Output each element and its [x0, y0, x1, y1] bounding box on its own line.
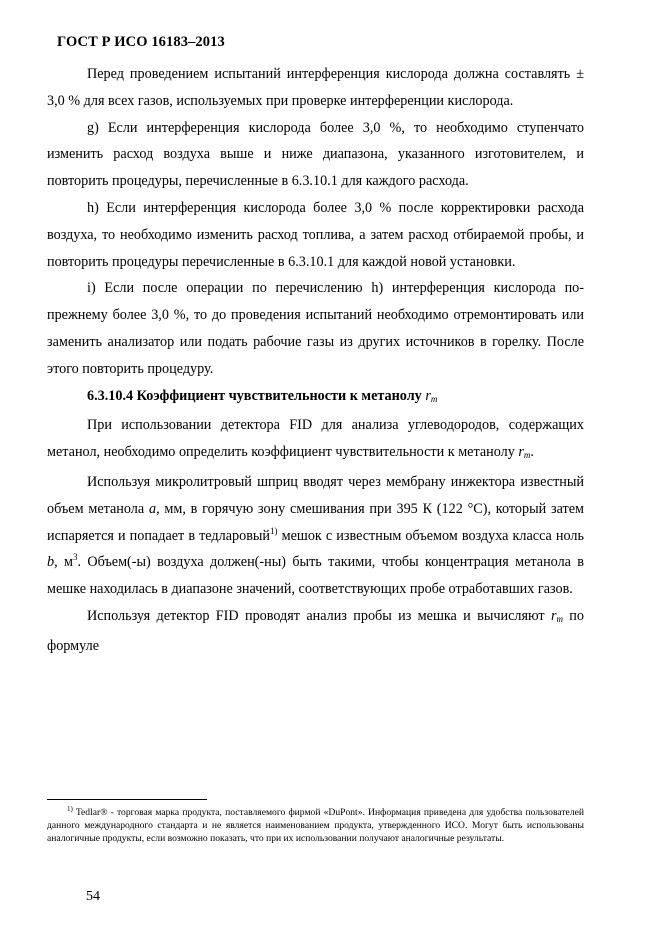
list-item-h: h) Если интерференция кислорода более 3,0 % после корректировки расхода воздуха, то необходимо изменить расход топлива, а затем расход отбираемой пробы, и повторить процедуры перечисленные в 6.3.10.1 для каждой новой установки.	[47, 199, 584, 270]
paragraph-fid-analysis	[47, 603, 584, 660]
footnote-reference: 1)	[270, 525, 278, 536]
heading-var-r: r	[425, 387, 431, 404]
p6-var-a: a	[148, 500, 157, 517]
page-number: 54	[86, 889, 100, 904]
p7-subscript: m	[556, 613, 563, 624]
p6-e: . Объем(-ы) воздуха должен(-ны) быть такими, чтобы концентрация метанола в мешке находилась в диапазоне значений, соответствующих пробе отработавших газов.	[47, 554, 584, 598]
p5-text: При использовании детектора FID для анализа углеводородов, содержащих метанол, необходимо определить коэффициент чувствительности к метанолу	[47, 417, 584, 461]
p6-d: , м	[54, 554, 73, 571]
list-item-g: g) Если интерференция кислорода более 3,0 %, то необходимо ступенчато изменить расход воздуха выше и ниже диапазона, указанного изготовителем, и повторить процедуры, перечисленные в 6.3.10.1 для каждого расхода.	[47, 119, 584, 190]
paragraph-methanol-intro	[47, 412, 584, 469]
p7-tail: по формуле	[47, 607, 584, 654]
list-item-i: i) Если после операции по перечислению h) интерференция кислорода по-прежнему более 3,0 %, то до проведения испытаний необходимо отремонтировать или заменить анализатор или подать рабочие газы из других источников в горелку. После этого повторить процедуру.	[47, 280, 584, 377]
p6-c: мешок с известным объемом воздуха класса ноль	[277, 527, 584, 544]
footnote-paragraph	[47, 806, 584, 845]
p5-subscript: m	[523, 450, 531, 461]
footnote-text: Tedlar® - торговая марка продукта, поставляемого фирмой «DuPont». Информация приведена для удобства пользователей данного международного стандарта и не является наименованием продукта, утвержденного ИСО. Могут быть использованы аналогичные продукты, если возможно показать, что при их использовании получают аналогичные результаты.	[47, 807, 584, 844]
section-heading-6-3-10-4	[47, 383, 584, 413]
heading-text: 6.3.10.4 Коэффициент чувствительности к метанолу	[87, 387, 426, 404]
document-header: ГОСТ Р ИСО 16183–2013	[57, 34, 225, 50]
footnote	[47, 806, 584, 845]
footnote-divider	[47, 799, 207, 800]
p6-b: , мм, в горячую зону смешивания при 395 К (122 °С), который затем испаряется и попадает в тедларовый	[47, 500, 584, 544]
heading-subscript: m	[430, 393, 438, 404]
p7-text: Используя детектор FID проводят анализ пробы из мешка и вычисляют	[87, 607, 551, 624]
p5-var-r: r	[518, 444, 524, 461]
p7-var-r: r	[550, 607, 557, 624]
paragraph-syringe-procedure	[47, 469, 584, 603]
p6-a: Используя микролитровый шприц вводят через мембрану инжектора известный объем метанола	[47, 473, 584, 517]
p6-var-b: b	[47, 554, 55, 571]
document-body	[47, 61, 584, 660]
paragraph-oxygen-interference: Перед проведением испытаний интерференция кислорода должна составлять ± 3,0 % для всех газов, используемых при проверке интерференции кислорода.	[47, 66, 584, 109]
p6-superscript: 3	[72, 552, 78, 563]
footnote-marker: 1)	[67, 805, 73, 813]
p5-tail: .	[530, 444, 534, 461]
